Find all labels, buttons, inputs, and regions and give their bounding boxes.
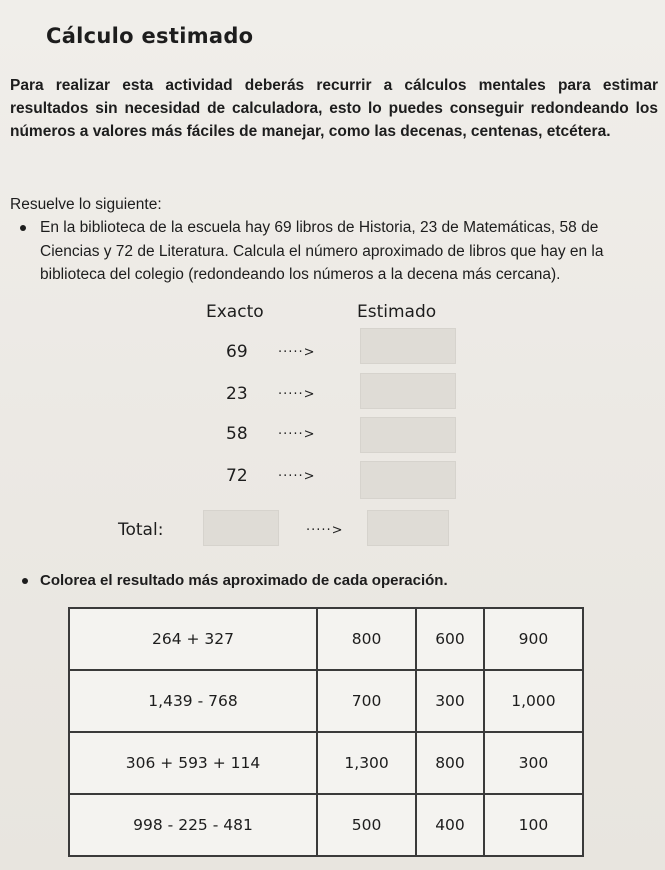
- estimate-box-2[interactable]: [360, 373, 456, 409]
- bullet-dot: [20, 225, 26, 231]
- table-row: [69, 670, 583, 732]
- total-exact-box[interactable]: [203, 510, 279, 546]
- estimate-box-4[interactable]: [360, 461, 456, 499]
- task-instruction: Colorea el resultado más aproximado de cada operación.: [40, 572, 448, 589]
- estimate-box-1[interactable]: [360, 328, 456, 364]
- exact-header: Exacto: [206, 302, 264, 322]
- exact-value-2: 23: [226, 384, 248, 404]
- option-cell[interactable]: 400: [416, 794, 484, 856]
- arrow-icon: ·····>: [278, 387, 316, 402]
- option-cell[interactable]: 100: [484, 794, 583, 856]
- table-row: [69, 794, 583, 856]
- operations-table: [68, 607, 584, 857]
- estimated-header: Estimado: [357, 302, 437, 322]
- bullet-dot: [22, 578, 28, 584]
- option-cell[interactable]: 600: [416, 608, 484, 670]
- instruction-text: Resuelve lo siguiente:: [10, 196, 162, 213]
- total-estimate-box[interactable]: [367, 510, 449, 546]
- operation-cell: 264 + 327: [69, 608, 317, 670]
- option-cell[interactable]: 300: [484, 732, 583, 794]
- option-cell[interactable]: 900: [484, 608, 583, 670]
- total-label: Total:: [118, 520, 164, 540]
- arrow-icon: ·····>: [278, 345, 316, 360]
- option-cell[interactable]: 500: [317, 794, 416, 856]
- option-cell[interactable]: 300: [416, 670, 484, 732]
- arrow-icon: ·····>: [306, 523, 344, 538]
- option-cell[interactable]: 1,300: [317, 732, 416, 794]
- page-title: Cálculo estimado: [46, 24, 254, 48]
- option-cell[interactable]: 1,000: [484, 670, 583, 732]
- intro-paragraph: Para realizar esta actividad deberás recurrir a cálculos mentales para estimar resultados sin necesidad de calculadora, esto lo puedes conseguir redondeando los números a valores más fáciles de manejar, como las decenas, centenas, etcétera.: [10, 77, 658, 140]
- operation-cell: 1,439 - 768: [69, 670, 317, 732]
- problem-text: En la biblioteca de la escuela hay 69 libros de Historia, 23 de Matemáticas, 58 de Ciencias y 72 de Literatura. Calcula el número aproximado de libros que hay en la biblioteca del colegio (redondeando los números a la decena más cercana).: [40, 219, 604, 283]
- exact-value-3: 58: [226, 424, 248, 444]
- option-cell[interactable]: 800: [416, 732, 484, 794]
- option-cell[interactable]: 800: [317, 608, 416, 670]
- arrow-icon: ·····>: [278, 427, 316, 442]
- operation-cell: 998 - 225 - 481: [69, 794, 317, 856]
- table-row: [69, 608, 583, 670]
- operation-cell: 306 + 593 + 114: [69, 732, 317, 794]
- exact-value-4: 72: [226, 466, 248, 486]
- table-row: [69, 732, 583, 794]
- arrow-icon: ·····>: [278, 469, 316, 484]
- option-cell[interactable]: 700: [317, 670, 416, 732]
- exact-value-1: 69: [226, 342, 248, 362]
- estimate-box-3[interactable]: [360, 417, 456, 453]
